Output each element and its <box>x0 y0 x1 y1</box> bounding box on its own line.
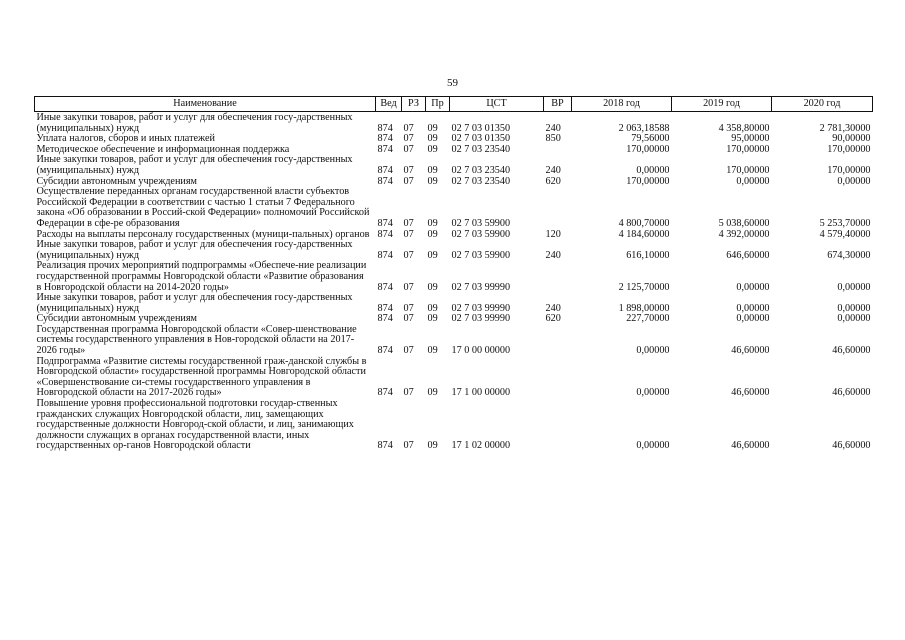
row-name: Иные закупки товаров, работ и услуг для обеспечения госу-дарственных (муниципальных) нужд <box>36 112 353 134</box>
row-cst: 02 7 03 23540 <box>451 164 511 176</box>
row-vr <box>544 145 572 156</box>
row-name: Субсидии автономным учреждениям <box>36 175 197 187</box>
row-name: Иные закупки товаров, работ и услуг для обеспечения госу-дарственных (муниципальных) нужд <box>36 154 353 176</box>
row-2019: 0,00000 <box>736 175 770 187</box>
row-pr: 09 <box>427 281 438 293</box>
row-2018: 170,00000 <box>626 175 670 187</box>
row-vr <box>544 357 572 399</box>
row-rz: 07 <box>403 249 414 261</box>
row-pr: 09 <box>427 133 438 145</box>
row-name: Субсидии автономным учреждениям <box>36 313 197 325</box>
row-ved: 874 <box>377 175 393 187</box>
row-pr: 09 <box>427 302 438 314</box>
row-pr: 09 <box>427 313 438 325</box>
row-2019: 5 038,60000 <box>718 217 770 229</box>
header-vr: ВР <box>544 97 572 112</box>
table-row <box>35 187 873 229</box>
row-2020: 46,60000 <box>832 387 871 399</box>
row-name: Иные закупки товаров, работ и услуг для обеспечения госу-дарственных (муниципальных) нужд <box>36 292 353 314</box>
row-2019: 4 358,80000 <box>718 122 770 134</box>
header-2018: 2018 год <box>572 97 672 112</box>
header-2019: 2019 год <box>672 97 772 112</box>
row-ved: 874 <box>377 217 393 229</box>
row-rz: 07 <box>403 281 414 293</box>
row-vr: 240 <box>545 164 561 176</box>
row-cst: 02 7 03 99990 <box>451 281 511 293</box>
row-2019: 4 392,00000 <box>718 228 770 240</box>
header-ved: Вед <box>376 97 402 112</box>
row-ved: 874 <box>377 249 393 261</box>
row-2020: 2 781,30000 <box>819 122 871 134</box>
row-ved: 874 <box>377 281 393 293</box>
row-2020: 0,00000 <box>837 302 871 314</box>
row-pr: 09 <box>427 175 438 187</box>
row-rz: 07 <box>403 217 414 229</box>
header-name: Наименование <box>35 97 376 112</box>
row-2020: 4 579,40000 <box>819 228 871 240</box>
row-2019: 170,00000 <box>726 164 770 176</box>
row-2018: 0,00000 <box>636 164 670 176</box>
row-2019: 0,00000 <box>736 281 770 293</box>
row-2018: 0,00000 <box>636 387 670 399</box>
row-2019: 46,60000 <box>731 345 770 357</box>
row-rz: 07 <box>403 440 414 452</box>
table-row <box>35 325 873 357</box>
row-name: Методическое обеспечение и информационная поддержка <box>36 143 290 155</box>
row-vr: 240 <box>545 249 561 261</box>
row-vr <box>544 399 572 452</box>
row-rz: 07 <box>403 387 414 399</box>
row-cst: 02 7 03 99990 <box>451 313 511 325</box>
row-ved: 874 <box>377 133 393 145</box>
row-cst: 17 1 00 00000 <box>451 387 511 399</box>
row-cst: 02 7 03 59900 <box>451 249 511 261</box>
row-2018: 79,56000 <box>631 133 670 145</box>
row-ved: 874 <box>377 345 393 357</box>
header-2020: 2020 год <box>772 97 873 112</box>
row-2020: 170,00000 <box>827 164 871 176</box>
row-rz: 07 <box>403 164 414 176</box>
row-vr: 850 <box>545 133 561 145</box>
header-cst: ЦСТ <box>450 97 544 112</box>
row-rz: 07 <box>403 228 414 240</box>
row-name: Иные закупки товаров, работ и услуг для обеспечения госу-дарственных (муниципальных) нужд <box>36 239 353 261</box>
row-cst: 17 0 00 00000 <box>451 345 511 357</box>
row-name: Повышение уровня профессиональной подготовки государ-ственных гражданских служащих Новгородской области, лиц, замещающих государственные должности Новгород-ской области, и лиц, занимающих должности служащих в органах государственной власти, иных государственных ор-ганов Новгородской области <box>36 398 354 452</box>
row-2018: 227,70000 <box>626 313 670 325</box>
row-ved: 874 <box>377 228 393 240</box>
row-name: Подпрограмма «Развитие системы государственной граж-данской службы в Новгородской области» государственной программы Новгородской области «Совершенствование си-стемы государственного управления в Новгородской области на 2017-2026 годы» <box>36 355 367 399</box>
row-rz: 07 <box>403 175 414 187</box>
row-vr: 240 <box>545 302 561 314</box>
row-2020: 46,60000 <box>832 345 871 357</box>
table-row <box>35 261 873 293</box>
row-pr: 09 <box>427 249 438 261</box>
row-cst: 02 7 03 59900 <box>451 217 511 229</box>
row-cst: 02 7 03 23540 <box>451 175 511 187</box>
row-vr <box>544 325 572 357</box>
row-rz: 07 <box>403 133 414 145</box>
row-2020: 170,00000 <box>827 143 871 155</box>
header-pr: Пр <box>426 97 450 112</box>
row-name: Государственная программа Новгородской области «Совер-шенствование системы государственного управления в Нов-городской области на 2017-2026 годы» <box>36 323 357 357</box>
row-rz: 07 <box>403 313 414 325</box>
row-ved: 874 <box>377 387 393 399</box>
row-ved: 874 <box>377 302 393 314</box>
row-2019: 646,60000 <box>726 249 770 261</box>
row-vr <box>544 187 572 229</box>
row-vr: 120 <box>545 228 561 240</box>
row-rz: 07 <box>403 345 414 357</box>
row-2018: 4 800,70000 <box>618 217 670 229</box>
row-ved: 874 <box>377 122 393 134</box>
row-cst: 02 7 03 01350 <box>451 133 511 145</box>
row-pr: 09 <box>427 345 438 357</box>
row-rz: 07 <box>403 302 414 314</box>
row-ved: 874 <box>377 143 393 155</box>
row-ved: 874 <box>377 164 393 176</box>
table-row <box>35 240 873 261</box>
row-2018: 0,00000 <box>636 345 670 357</box>
row-vr: 620 <box>545 313 561 325</box>
row-name: Расходы на выплаты персоналу государственных (муници-пальных) органов <box>36 228 370 240</box>
row-vr: 620 <box>545 175 561 187</box>
row-ved: 874 <box>377 440 393 452</box>
row-vr <box>544 261 572 293</box>
table-row <box>35 112 873 135</box>
row-cst: 02 7 03 01350 <box>451 122 511 134</box>
row-pr: 09 <box>427 164 438 176</box>
header-rz: РЗ <box>402 97 426 112</box>
row-pr: 09 <box>427 228 438 240</box>
row-2020: 5 253,70000 <box>819 217 871 229</box>
row-2020: 0,00000 <box>837 313 871 325</box>
row-2020: 674,30000 <box>827 249 871 261</box>
row-2018: 170,00000 <box>626 143 670 155</box>
row-2020: 0,00000 <box>837 281 871 293</box>
table-row <box>35 293 873 314</box>
row-pr: 09 <box>427 122 438 134</box>
row-2018: 4 184,60000 <box>618 228 670 240</box>
row-2019: 0,00000 <box>736 302 770 314</box>
row-2018: 1 898,00000 <box>618 302 670 314</box>
row-pr: 09 <box>427 217 438 229</box>
row-rz: 07 <box>403 122 414 134</box>
row-2020: 0,00000 <box>837 175 871 187</box>
row-2019: 46,60000 <box>731 387 770 399</box>
row-pr: 09 <box>427 387 438 399</box>
row-name: Осуществление переданных органам государственной власти субъектов Российской Федерации в соответствии с частью 1 статьи 7 Федерального закона «Об образовании в Россий-ской Федерации» полномочий Российской Федерации в сфе-ре образования <box>36 186 370 229</box>
row-2019: 0,00000 <box>736 313 770 325</box>
budget-table <box>34 96 873 452</box>
row-2018: 2 063,18588 <box>618 122 670 134</box>
row-2018: 616,10000 <box>626 249 670 261</box>
row-2019: 46,60000 <box>731 440 770 452</box>
row-name: Уплата налогов, сборов и иных платежей <box>36 133 215 145</box>
row-2020: 90,00000 <box>832 133 871 145</box>
table-row <box>35 399 873 452</box>
row-cst: 02 7 03 23540 <box>451 143 511 155</box>
row-cst: 02 7 03 59900 <box>451 228 511 240</box>
row-ved: 874 <box>377 313 393 325</box>
row-2019: 170,00000 <box>726 143 770 155</box>
table-row <box>35 155 873 176</box>
row-cst: 02 7 03 99990 <box>451 302 511 314</box>
row-rz: 07 <box>403 143 414 155</box>
row-vr: 240 <box>545 122 561 134</box>
row-pr: 09 <box>427 440 438 452</box>
table-header-row <box>35 97 873 112</box>
row-2018: 0,00000 <box>636 440 670 452</box>
page-number: 59 <box>447 77 458 89</box>
row-2018: 2 125,70000 <box>618 281 670 293</box>
row-name: Реализация прочих мероприятий подпрограммы «Обеспече-ние реализации государственной программы Новгородской области «Развитие образования в Новгородской области на 2014-2020 годы» <box>36 260 367 293</box>
row-pr: 09 <box>427 143 438 155</box>
row-2019: 95,00000 <box>731 133 770 145</box>
row-2020: 46,60000 <box>832 440 871 452</box>
table-row <box>35 357 873 399</box>
row-cst: 17 1 02 00000 <box>451 440 511 452</box>
